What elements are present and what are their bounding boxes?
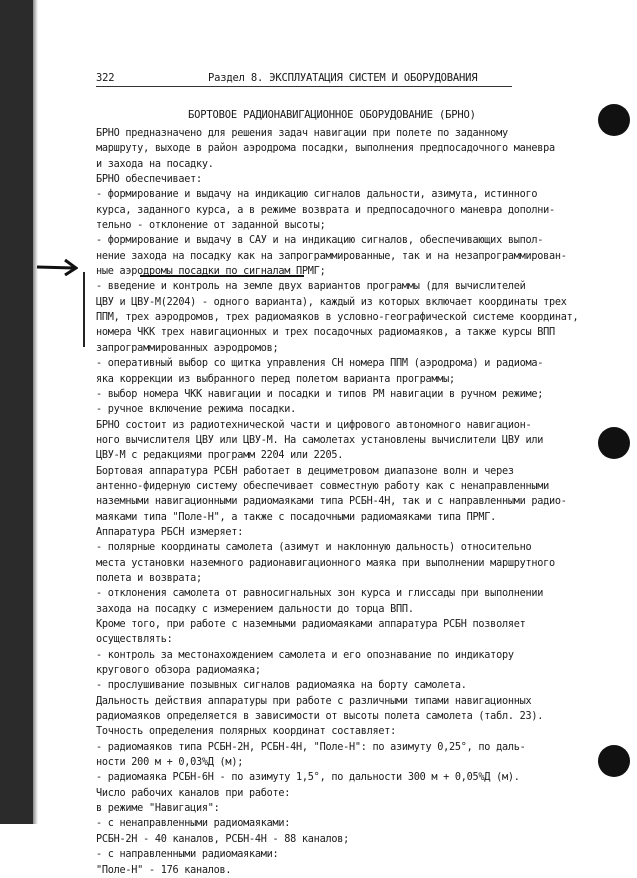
text-line: - с ненаправленными радиомаяками: (96, 818, 291, 830)
text-line: маяками типа "Поле-Н", а также с посадочными радиомаяками типа ПРМГ. (96, 511, 497, 523)
text-line: - ручное включение режима посадки. (96, 404, 297, 416)
text-line: БРНО предназначено для решения задач навигации при полете по заданному (96, 128, 508, 139)
text-line: номера ЧКК трех навигационных и трех посадочных радиомаяков, а также курсы ВПП (96, 327, 555, 339)
text-line: курса, заданного курса, а в режиме возврата и предпосадочного маневра дополни- (96, 204, 555, 216)
text-line: тельно - отклонение от заданной высоты; (96, 220, 326, 232)
text-line: запрограммированных аэродромов; (96, 342, 279, 354)
handwritten-margin-line (83, 272, 85, 347)
handwritten-arrow-icon (36, 258, 78, 276)
text-line: - формирование и выдачу в САУ и на индикацию сигналов, обеспечивающих выпол- (96, 235, 544, 247)
text-line: - отклонения самолета от равносигнальных зон курса и глиссады при выполнении (96, 588, 544, 600)
text-line: антенно-фидерную систему обеспечивает совместную работу как с ненаправленными (96, 480, 550, 492)
text-line: наземными навигационными радиомаяками типа РСБН-4Н, так и с направленными радио- (96, 496, 567, 508)
text-line: ЦВУ-М с редакциями программ 2204 или 2205. (96, 450, 344, 462)
text-line: осуществлять: (96, 634, 173, 646)
binder-hole-bottom (598, 745, 630, 777)
text-line: БРНО состоит из радиотехнической части и цифрового автономного навигацион- (96, 419, 532, 431)
section-title: Раздел 8. ЭКСПЛУАТАЦИЯ СИСТЕМ И ОБОРУДОВАНИЯ (208, 72, 478, 84)
scan-dark-edge (0, 0, 33, 824)
text-line: Точность определения полярных координат составляет: (96, 726, 397, 738)
text-line: Бортовая аппаратура РСБН работает в дециметровом диапазоне волн и через (96, 465, 514, 477)
text-line: - радиомаяка РСБН-6Н - по азимуту 1,5°, по дальности 300 м + 0,05%Д (м). (96, 772, 520, 784)
binder-hole-middle (598, 427, 630, 459)
text-line: ные аэродромы посадки по сигналам ПРМГ; (96, 266, 326, 278)
text-line: - контроль за местонахождением самолета и его опознавание по индикатору (96, 649, 514, 661)
scan-edge-shadow (33, 0, 38, 824)
text-line: яка коррекции из выбранного перед полетом варианта программы; (96, 373, 455, 385)
text-line: - оперативный выбор со щитка управления СН номера ППМ (аэродрома) и радиома- (96, 358, 544, 370)
text-line: - формирование и выдачу на индикацию сигналов дальности, азимута, истинного (96, 189, 538, 201)
binder-hole-top (598, 104, 630, 136)
header-rule (96, 86, 512, 87)
text-line: Дальность действия аппаратуры при работе с различными типами навигационных (96, 695, 532, 707)
body-text (96, 126, 579, 878)
text-line: - выбор номера ЧКК навигации и посадки и типов РМ навигации в ручном режиме; (96, 388, 544, 400)
text-line: Аппаратура РБСН измеряет: (96, 526, 244, 538)
text-line: захода на посадку с измерением дальности до торца ВПП. (96, 603, 414, 615)
text-line: ного вычислителя ЦВУ или ЦВУ-М. На самолетах установлены вычислители ЦВУ или (96, 434, 544, 446)
text-line: ЦВУ и ЦВУ-М(2204) - одного варианта), каждый из которых включает координаты трех (96, 296, 567, 308)
text-line: РСБН-2Н - 40 каналов, РСБН-4Н - 88 каналов; (96, 833, 349, 845)
page-number: 322 (96, 72, 115, 84)
text-line: нение захода на посадку как на запрограммированные, так и на незапрограммирован- (96, 250, 567, 262)
text-line: маршруту, выходе в район аэродрома посадки, выполнения предпосадочного маневра (96, 143, 555, 155)
text-line: полета и возврата; (96, 572, 202, 584)
text-line: места установки наземного радионавигационного маяка при выполнении маршрутного (96, 557, 555, 569)
text-line: Кроме того, при работе с наземными радиомаяками аппаратура РСБН позволяет (96, 619, 526, 630)
text-line: "Поле-Н" - 176 каналов. (96, 864, 232, 876)
text-line: - радиомаяков типа РСБН-2Н, РСБН-4Н, "Поле-Н": по азимуту 0,25°, по даль- (96, 741, 526, 753)
text-line: кругового обзора радиомаяка; (96, 665, 261, 677)
text-line: и захода на посадку. (96, 158, 214, 170)
text-line: ности 200 м + 0,03%Д (м); (96, 757, 244, 769)
text-line: БРНО обеспечивает: (96, 174, 202, 186)
text-line: - прослушивание позывных сигналов радиомаяка на борту самолета. (96, 680, 467, 692)
text-line: - введение и контроль на земле двух вариантов программы (для вычислителей (96, 281, 526, 293)
text-line: - с направленными радиомаяками: (96, 849, 279, 861)
text-line: ППМ, трех аэродромов, трех радиомаяков в условно-географической системе координат, (96, 312, 579, 324)
document-title: БОРТОВОЕ РАДИОНАВИГАЦИОННОЕ ОБОРУДОВАНИЕ (БРНО) (188, 109, 476, 121)
text-line: в режиме "Навигация": (96, 803, 220, 815)
text-line: радиомаяков определяется в зависимости от высоты полета самолета (табл. 23). (96, 711, 544, 723)
text-line: Число рабочих каналов при работе: (96, 787, 291, 799)
text-line: - полярные координаты самолета (азимут и наклонную дальность) относительно (96, 542, 532, 554)
